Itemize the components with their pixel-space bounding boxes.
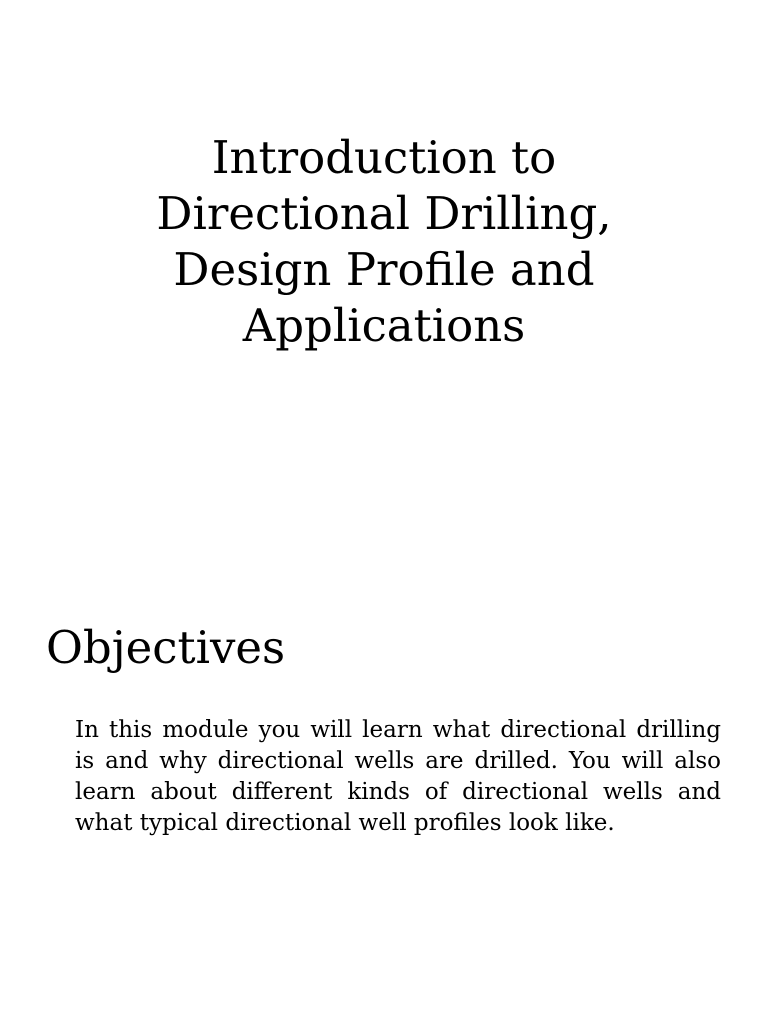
document-title: Introduction to Directional Drilling, Design Profile and Applications bbox=[156, 131, 612, 352]
objectives-paragraph: In this module you will learn what directional drilling is and why directional wells are drilled. You will also learn about different kinds of directional wells and what typical directional well profiles look like. bbox=[75, 717, 721, 836]
section-heading-objectives: Objectives bbox=[46, 621, 286, 674]
